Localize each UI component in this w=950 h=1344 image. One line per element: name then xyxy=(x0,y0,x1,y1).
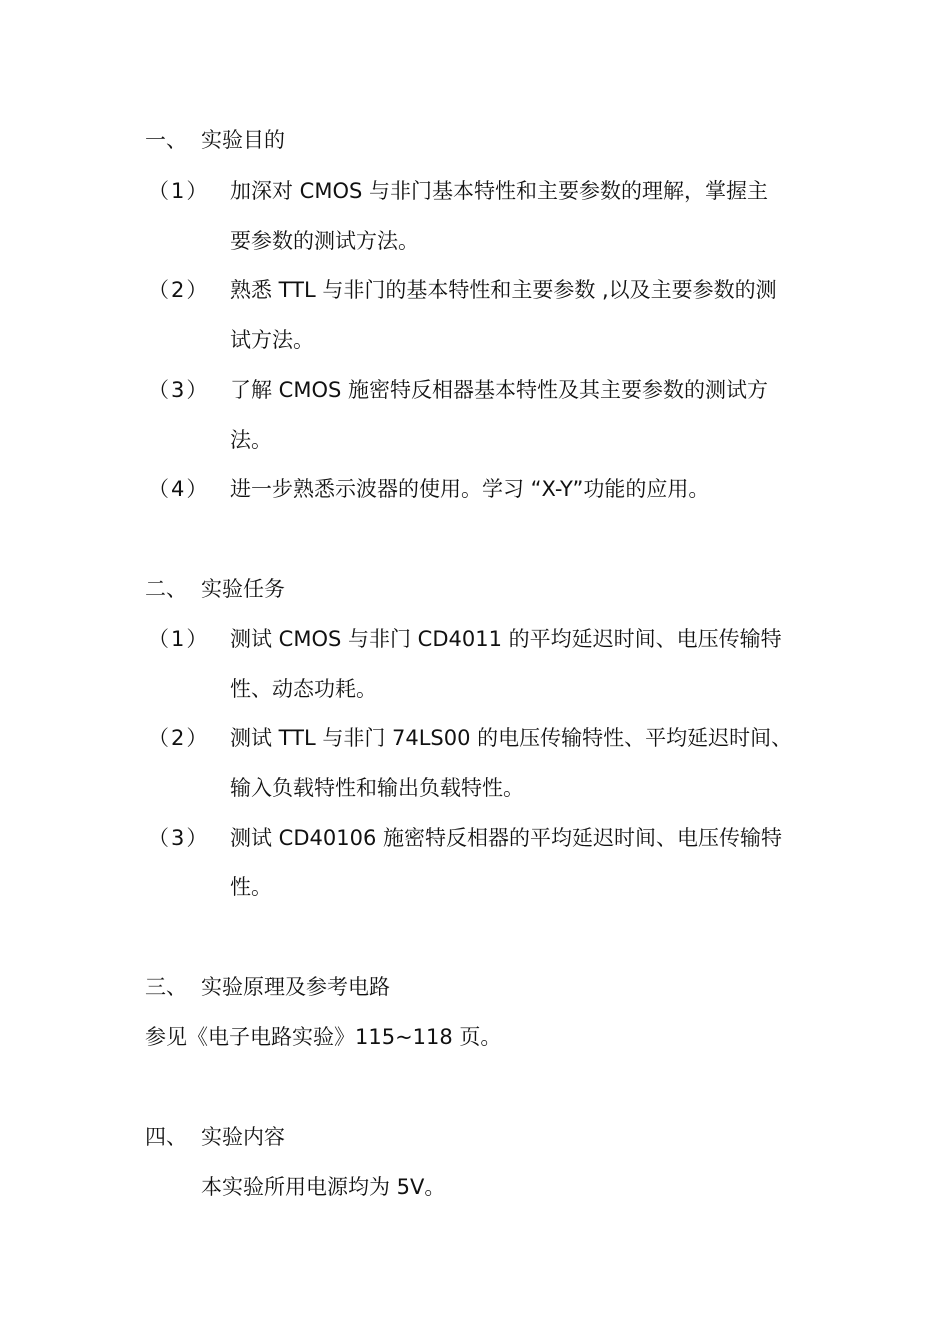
section-2-item-3-number: （3） xyxy=(148,826,210,850)
section-1-title: 实验目的 xyxy=(201,128,285,152)
section-2-item-2-line-2: 输入负载特性和输出负载特性。 xyxy=(230,776,524,800)
section-1-item-2-line-1: 熟悉 TTL 与非门的基本特性和主要参数 ,以及主要参数的测 xyxy=(230,278,777,302)
section-2-item-2-number: （2） xyxy=(148,726,210,750)
section-2-title: 实验任务 xyxy=(201,577,285,601)
section-1-item-1-line-2: 要参数的测试方法。 xyxy=(230,229,419,253)
section-2-item-3-line-1: 测试 CD40106 施密特反相器的平均延迟时间、电压传输特 xyxy=(230,826,782,850)
section-1-item-4-line-1: 进一步熟悉示波器的使用。学习 “X-Y”功能的应用。 xyxy=(230,477,710,501)
section-1-item-3-line-1: 了解 CMOS 施密特反相器基本特性及其主要参数的测试方 xyxy=(230,378,768,402)
section-2-item-1-line-1: 测试 CMOS 与非门 CD4011 的平均延迟时间、电压传输特 xyxy=(230,627,782,651)
section-1-item-3-line-2: 法。 xyxy=(230,428,272,452)
section-2-item-1-line-2: 性、动态功耗。 xyxy=(230,677,377,701)
section-1-heading xyxy=(145,125,285,155)
section-4-heading xyxy=(145,1122,285,1152)
section-3-title: 实验原理及参考电路 xyxy=(201,975,390,999)
section-4-title: 实验内容 xyxy=(201,1125,285,1149)
section-2-item-3-line-2: 性。 xyxy=(230,875,272,899)
section-3-heading xyxy=(145,972,390,1002)
section-1-item-2-line-2: 试方法。 xyxy=(230,328,314,352)
section-4-number: 四、 xyxy=(145,1125,187,1149)
section-2-item-2-line-1: 测试 TTL 与非门 74LS00 的电压传输特性、平均延迟时间、 xyxy=(230,726,793,750)
section-3-body: 参见《电子电路实验》115~118 页。 xyxy=(145,1025,502,1049)
section-2-item-1-number: （1） xyxy=(148,627,210,651)
section-1-item-3-number: （3） xyxy=(148,378,210,402)
section-2-number: 二、 xyxy=(145,577,187,601)
section-1-number: 一、 xyxy=(145,128,187,152)
section-3-number: 三、 xyxy=(145,975,187,999)
section-1-item-1-line-1: 加深对 CMOS 与非门基本特性和主要参数的理解，掌握主 xyxy=(230,179,768,203)
section-1-item-2-number: （2） xyxy=(148,278,210,302)
section-1-item-4-number: （4） xyxy=(148,477,210,501)
section-2-heading xyxy=(145,574,285,604)
section-1-item-1-number: （1） xyxy=(148,179,210,203)
section-4-body: 本实验所用电源均为 5V。 xyxy=(201,1175,446,1199)
